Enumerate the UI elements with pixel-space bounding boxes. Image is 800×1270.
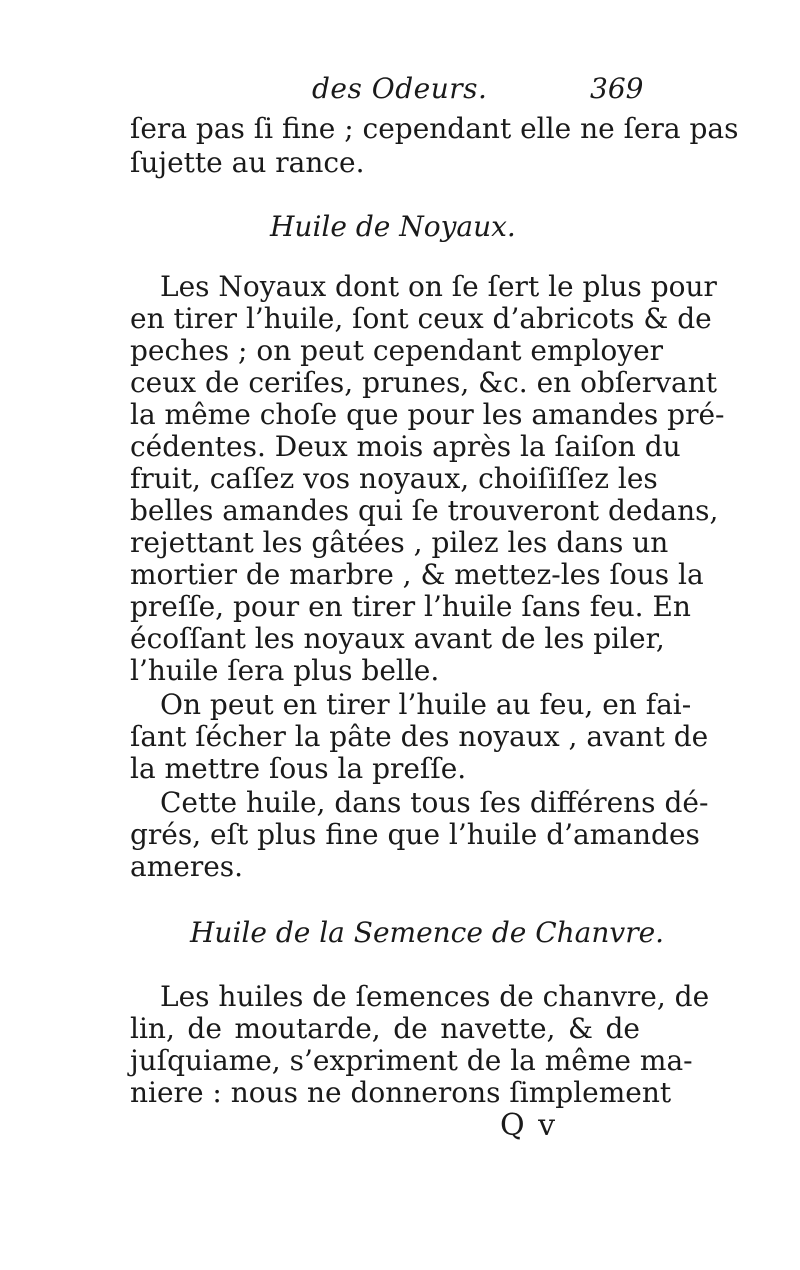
text-line: juſquiame, s’expriment de la même ma- xyxy=(130,1044,693,1077)
text-line: On peut en tirer l’huile au feu, en fai- xyxy=(160,688,692,721)
text-line: écoſſant les noyaux avant de les piler, xyxy=(130,622,665,655)
text-line: ſujette au rance. xyxy=(130,146,365,179)
text-line: preſſe, pour en tirer l’huile ſans feu. En xyxy=(130,590,691,623)
text-line: Cette huile, dans tous ſes différens dé- xyxy=(160,786,709,819)
text-line: niere : nous ne donnerons ſimplement xyxy=(130,1076,672,1109)
text-line: ſant ſécher la pâte des noyaux , avant de xyxy=(130,720,709,753)
text-line: rejettant les gâtées , pilez les dans un xyxy=(130,526,669,559)
text-line: ameres. xyxy=(130,850,244,883)
text-line: grés, eſt plus fine que l’huile d’amandes xyxy=(130,818,700,851)
text-line: fruit, caſſez vos noyaux, choiſiſſez les xyxy=(130,462,658,495)
text-line: peches ; on peut cependant employer xyxy=(130,334,664,367)
running-title: des Odeurs. xyxy=(312,72,488,105)
text-line: l’huile ſera plus belle. xyxy=(130,654,440,687)
text-line: lin, de moutarde, de navette, & de xyxy=(130,1012,640,1045)
text-line: la même choſe que pour les amandes pré- xyxy=(130,398,725,431)
running-head xyxy=(0,72,800,112)
text-line: Les Noyaux dont on ſe ſert le plus pour xyxy=(160,270,717,303)
text-line: en tirer l’huile, ſont ceux d’abricots & de xyxy=(130,302,712,335)
text-line: la mettre ſous la preſſe. xyxy=(130,752,467,785)
text-line: Les huiles de ſemences de chanvre, de xyxy=(160,980,710,1013)
text-line: mortier de marbre , & mettez-les ſous la xyxy=(130,558,704,591)
text-line: belles amandes qui ſe trouveront dedans, xyxy=(130,494,719,527)
text-line: ceux de ceriſes, prunes, &c. en obſervant xyxy=(130,366,717,399)
text-line: ſera pas ſi fine ; cependant elle ne ſera pas xyxy=(130,112,739,145)
text-line: cédentes. Deux mois après la ſaiſon du xyxy=(130,430,681,463)
section-heading-chanvre: Huile de la Semence de Chanvre. xyxy=(190,916,665,949)
page-number: 369 xyxy=(590,72,644,105)
signature-mark: Q v xyxy=(500,1108,558,1143)
section-heading-noyaux: Huile de Noyaux. xyxy=(270,210,516,243)
